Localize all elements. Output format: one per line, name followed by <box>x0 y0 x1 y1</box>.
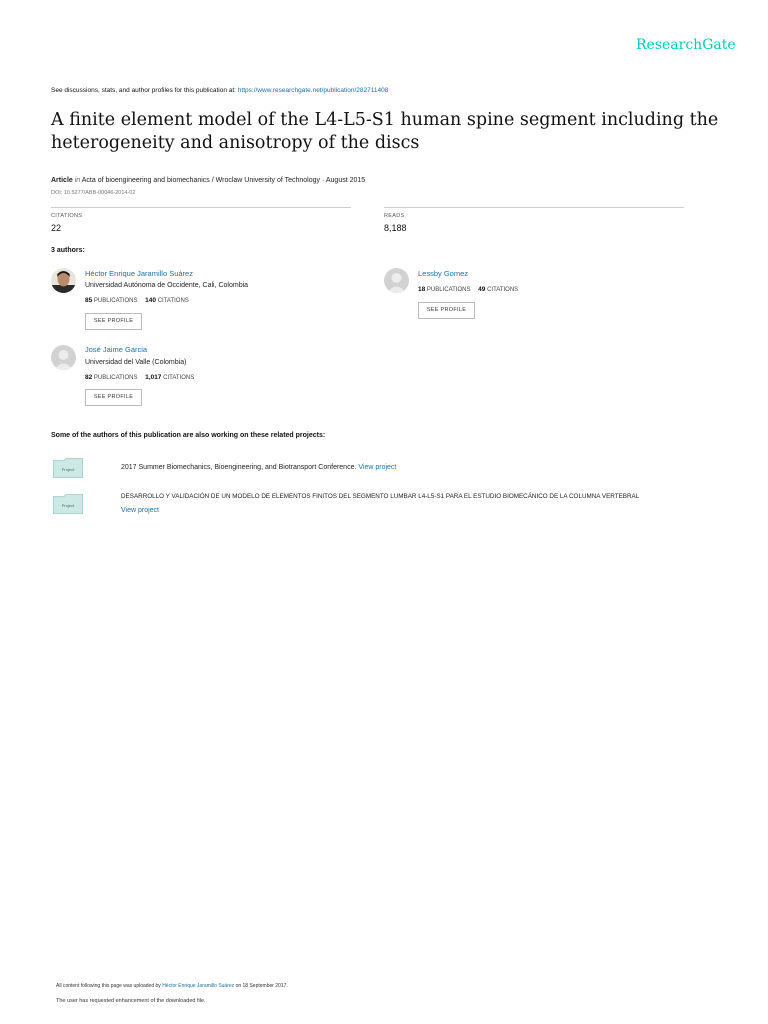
author-citations-count: 140 <box>145 297 157 304</box>
author-publications-count: 82 <box>85 374 93 381</box>
view-project-link[interactable]: View project <box>358 464 397 471</box>
author-name-link[interactable]: Lessby Gomez <box>418 269 469 278</box>
author-publications-label: PUBLICATIONS <box>93 298 138 304</box>
default-avatar-icon <box>384 268 409 293</box>
see-profile-button[interactable]: SEE PROFILE <box>85 313 142 330</box>
author-stats <box>85 297 189 304</box>
project-icon-label: Project <box>61 503 75 508</box>
author-publications-count: 18 <box>418 286 426 293</box>
author-stats <box>85 374 194 381</box>
author-citations-count: 49 <box>478 286 486 293</box>
view-project-link[interactable]: View project <box>121 507 160 514</box>
avatar[interactable] <box>384 268 409 293</box>
page-title: A finite element model of the L4-L5-S1 human spine segment including the heterogeneity and anisotropy of the discs <box>51 110 719 153</box>
uploader-link[interactable]: Héctor Enrique Jaramillo Suárez <box>162 983 235 989</box>
citations-value: 22 <box>51 223 62 233</box>
author-publications-label: PUBLICATIONS <box>426 287 471 293</box>
authors-heading: 3 authors: <box>51 247 85 254</box>
citations-label: CITATIONS <box>51 213 83 219</box>
author-publications-count: 85 <box>85 297 93 304</box>
discussion-line <box>51 87 388 94</box>
discussion-prefix: See discussions, stats, and author profiles for this publication at: <box>51 87 238 94</box>
divider-citations <box>51 207 351 208</box>
upload-suffix: on 18 September 2017. <box>235 983 288 989</box>
author-citations-count: 1,017 <box>145 374 162 381</box>
see-profile-button[interactable]: SEE PROFILE <box>85 389 142 406</box>
avatar[interactable] <box>51 345 76 370</box>
article-meta <box>51 177 365 184</box>
author-name-link[interactable]: José Jaime Garcia <box>85 345 148 354</box>
in-word: in <box>74 177 81 184</box>
author-name-link[interactable]: Héctor Enrique Jaramillo Suárez <box>85 269 193 278</box>
author-citations-label: CITATIONS <box>157 298 189 304</box>
project-icon-label: Project <box>61 467 75 472</box>
author-photo-icon <box>51 268 76 293</box>
avatar[interactable] <box>51 268 76 293</box>
project-folder-icon[interactable] <box>53 494 83 514</box>
author-institution: Universidad Autónoma de Occidente, Cali, Colombia <box>85 282 249 289</box>
project-item <box>121 464 396 471</box>
project-title: 2017 Summer Biomechanics, Bioengineering, and Biotransport Conference. <box>121 464 357 471</box>
divider-reads <box>384 207 684 208</box>
related-projects-heading: Some of the authors of this publication are also working on these related projects: <box>51 432 326 439</box>
project-title: DESARROLLO Y VALIDACIÓN DE UN MODELO DE ELEMENTOS FINITOS DEL SEGMENTO LUMBAR L4-L5-S1 PARA EL ESTUDIO BIOMECÁNICO DE LA COLUMNA VERTEBRAL <box>121 493 640 500</box>
reads-label: READS <box>384 213 405 219</box>
article-type: Article <box>51 177 73 184</box>
publication-url-link[interactable]: https://www.researchgate.net/publication/282711408 <box>237 87 389 94</box>
reads-value: 8,188 <box>384 223 407 233</box>
author-citations-label: CITATIONS <box>487 287 519 293</box>
article-doi: DOI: 10.5277/ABB-00046-2014-02 <box>51 190 136 196</box>
see-profile-button[interactable]: SEE PROFILE <box>418 302 475 319</box>
author-stats <box>418 286 518 293</box>
author-citations-label: CITATIONS <box>163 375 195 381</box>
default-avatar-icon <box>51 345 76 370</box>
upload-prefix: All content following this page was uploaded by <box>56 983 161 989</box>
author-institution: Universidad del Valle (Colombia) <box>85 359 187 366</box>
project-folder-icon[interactable] <box>53 458 83 478</box>
researchgate-logo[interactable]: ResearchGate <box>636 37 736 53</box>
upload-note <box>56 983 288 989</box>
enhancement-note: The user has requested enhancement of the downloaded file. <box>56 998 206 1004</box>
author-publications-label: PUBLICATIONS <box>93 375 138 381</box>
article-venue: Acta of bioengineering and biomechanics / Wroclaw University of Technology · August 2015 <box>81 177 366 184</box>
